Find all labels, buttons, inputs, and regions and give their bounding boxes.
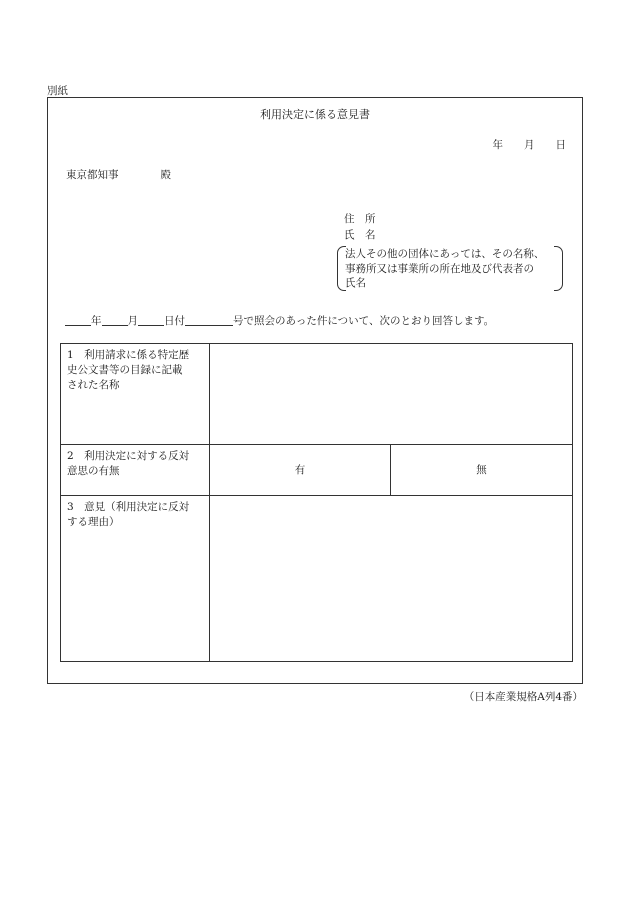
note-line: 法人その他の団体にあっては、その名称、 — [345, 248, 545, 260]
name-label: 氏 名 — [344, 229, 376, 241]
record-name-label — [61, 344, 210, 445]
opinion-field[interactable] — [210, 496, 573, 662]
label-line: 2 利用決定に対する反対 — [67, 450, 190, 462]
month-blank[interactable] — [102, 313, 128, 326]
opinion-table — [60, 343, 573, 662]
label-line: 史公文書等の目録に記載 — [67, 364, 183, 376]
label-line: 3 意見（利用決定に反対 — [67, 501, 190, 513]
annex-label: 別紙 — [47, 85, 68, 97]
form-title: 利用決定に係る意見書 — [260, 108, 370, 121]
record-name-field[interactable] — [210, 344, 573, 445]
year-label: 年 — [91, 315, 102, 327]
reference-text: 号で照会のあった件について、次のとおり回答します。 — [233, 315, 495, 327]
note-line: 事務所又は事業所の所在地及び代表者の — [345, 262, 534, 275]
label-line: 1 利用請求に係る特定歴 — [67, 349, 190, 361]
option-yes[interactable]: 有 — [210, 445, 391, 496]
table-row — [61, 445, 573, 496]
date-line: 年 月 日 — [492, 139, 566, 151]
year-blank[interactable] — [65, 313, 91, 326]
label-line: された名称 — [67, 379, 120, 391]
table-row — [61, 496, 573, 662]
number-blank[interactable] — [185, 313, 233, 326]
objection-label — [61, 445, 210, 496]
month-label: 月 — [127, 315, 138, 327]
label-line: する理由） — [67, 516, 120, 528]
paper-standard-note: （日本産業規格A列4番） — [463, 691, 583, 703]
form-frame — [47, 97, 583, 684]
reference-line — [65, 313, 494, 328]
table-row — [61, 344, 573, 445]
day-date-label: 日付 — [164, 315, 185, 327]
option-no[interactable]: 無 — [391, 445, 573, 496]
day-blank[interactable] — [138, 313, 164, 326]
note-line: 氏名 — [345, 277, 366, 289]
opinion-label — [61, 496, 210, 662]
corporate-note — [345, 247, 561, 291]
address-label: 住 所 — [344, 213, 376, 225]
addressee: 東京都知事 殿 — [66, 169, 171, 181]
label-line: 意思の有無 — [67, 465, 120, 477]
